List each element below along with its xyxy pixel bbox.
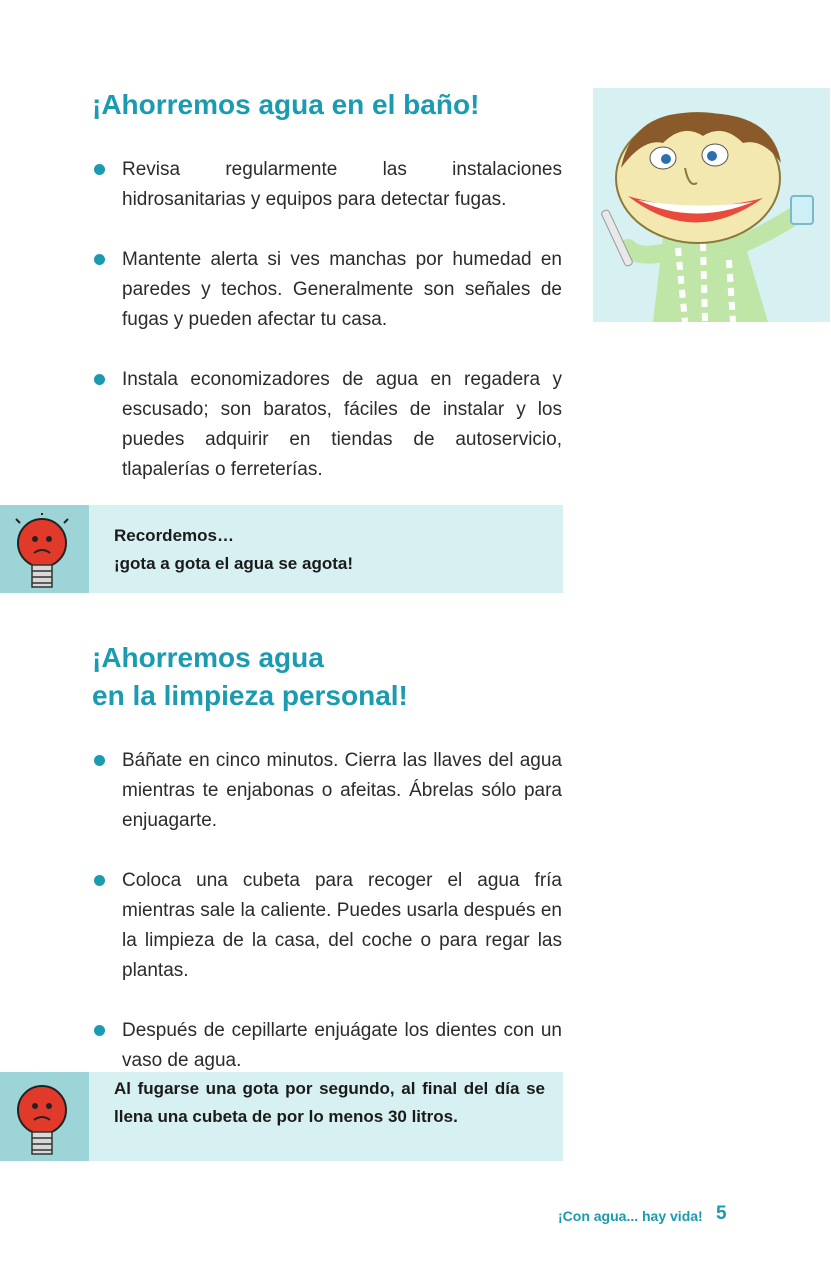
page-number: 5 (716, 1203, 727, 1224)
list-item: Revisa regularmente las instalaciones hidrosanitarias y equipos para detectar fugas. (92, 155, 562, 215)
bullet-icon (94, 254, 105, 265)
lightbulb-icon (14, 513, 70, 589)
bullet-icon (94, 755, 105, 766)
callout-text: Al fugarse una gota por segundo, al final del día se llena una cubeta de por lo menos 30 litros. (114, 1079, 545, 1126)
bullet-icon (94, 875, 105, 886)
title-line-2: en la limpieza personal! (92, 680, 408, 711)
list-item: Báñate en cinco minutos. Cierra las llaves del agua mientras te enjabonas o afeitas. Ábrelas sólo para enjuagarte. (92, 746, 562, 836)
boy-brushing-teeth-illustration (593, 88, 830, 322)
list-item: Mantente alerta si ves manchas por humedad en paredes y techos. Generalmente son señales de fugas y pueden afectar tu casa. (92, 245, 562, 335)
callout-line-1: Recordemos… (114, 526, 234, 545)
section-title-bathroom: ¡Ahorremos agua en el baño! (92, 89, 480, 120)
fact-callout (0, 1072, 563, 1161)
bullet-icon (94, 374, 105, 385)
list-item: Instala economizadores de agua en regadera y escusado; son baratos, fáciles de instalar y los puedes adquirir en tiendas de autoservicio, tlapalerías o ferreterías. (92, 365, 562, 485)
bullet-icon (94, 1025, 105, 1036)
list-item: Coloca una cubeta para recoger el agua fría mientras sale la caliente. Puedes usarla después en la limpieza de la casa, del coche o para regar las plantas. (92, 866, 562, 986)
lightbulb-icon (14, 1080, 70, 1156)
footer-tagline: ¡Con agua... hay vida! (558, 1208, 703, 1224)
bullet-icon (94, 164, 105, 175)
callout-text (114, 522, 545, 578)
reminder-callout (0, 505, 563, 593)
bathroom-tips-list (92, 155, 562, 485)
list-item: Después de cepillarte enjuágate los dientes con un vaso de agua. (92, 1016, 562, 1076)
personal-cleaning-tips-list (92, 746, 562, 1076)
title-line-1: ¡Ahorremos agua (92, 642, 324, 673)
section-title-personal-cleaning (92, 639, 408, 715)
callout-line-2: ¡gota a gota el agua se agota! (114, 554, 353, 573)
